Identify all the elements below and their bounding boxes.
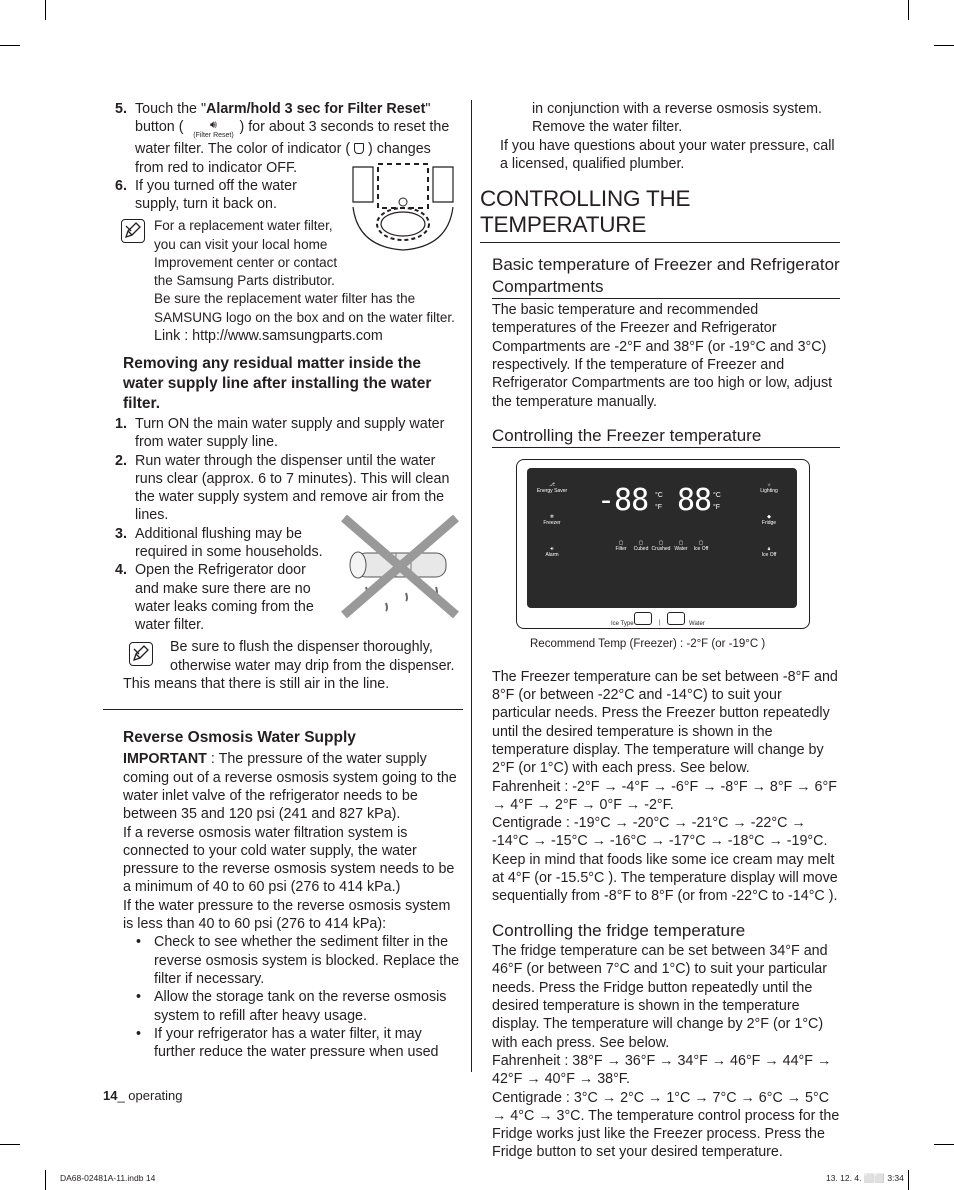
note-line: For a replacement water filter, xyxy=(154,218,333,234)
ice-off-label: 🔒︎ Ice Off xyxy=(761,546,777,559)
page-section-label: _ operating xyxy=(117,1088,183,1103)
ice-type-button xyxy=(634,612,652,625)
residual-step-2: 2. Run water through the dispenser until the water runs clear (approx. 6 to 7 minutes). This will clean the water supply system and remove air from the lines. xyxy=(115,452,450,524)
fridge-centigrade-sequence: Centigrade : 3°C → 2°C → 1°C → 7°C → 6°C → 5°C → 4°C → 3°C. The temperature control process for the Fridge works just like the Freezer process. Press the Fridge button to set your desired temperature. xyxy=(492,1089,840,1161)
water-mode-label: ▢ Water xyxy=(674,540,688,553)
fridge-fahrenheit-sequence: Fahrenheit : 38°F → 36°F → 34°F → 46°F → 44°F → 42°F → 40°F → 38°F. xyxy=(492,1052,832,1088)
note-icon xyxy=(121,219,145,243)
cubed-mode-label: ▢ Cubed xyxy=(633,540,649,553)
freezer-temp-text: The Freezer temperature can be set between -8°F and 8°F (or between -22°C and -14°C) to suit your particular needs. Press the Freezer button repeatedly until the desired temperature is shown in the temperature display. The temperature will change by 2°F (or 1°C) with each press. See below. xyxy=(492,668,838,777)
ice-off-mode-label: ▢ Ice Off xyxy=(693,540,709,553)
residual-step-4: 4. Open the Refrigerator door and make sure there are no water leaks coming from the water filter. xyxy=(115,562,314,634)
print-slug-date: 13. 12. 4. ⬜⬜ 3:34 xyxy=(826,1173,904,1183)
fridge-label: ◆ Fridge xyxy=(761,514,777,527)
note-line: Link : http://www.samsungparts.com xyxy=(154,327,383,344)
page-number: 14 xyxy=(103,1088,118,1103)
crop-mark xyxy=(908,0,909,20)
recommend-temp-caption: Recommend Temp (Freezer) : -2°F (or -19°C ) xyxy=(530,638,766,651)
note-replacement-filter xyxy=(103,217,463,344)
crop-mark xyxy=(45,0,46,20)
ro-bullet: • Check to see whether the sediment filter in the reverse osmosis system is blocked. Replace the filter if necessary. xyxy=(136,934,460,987)
column-divider xyxy=(471,100,472,1072)
fridge-temp-title: Controlling the fridge temperature xyxy=(492,920,746,940)
fridge-temp-display: 88 xyxy=(677,483,712,519)
crop-mark xyxy=(0,1144,20,1145)
filter-mode-label: ▢ Filter xyxy=(615,540,627,553)
page-title: CONTROLLING THE TEMPERATURE xyxy=(480,186,840,243)
note-line: SAMSUNG logo on the box and on the water filter. xyxy=(154,309,455,325)
residual-step-1: 1. Turn ON the main water supply and supply water from water supply line. xyxy=(115,415,445,451)
basic-temp-text: The basic temperature and recommended temperatures of the Freezer and Refrigerator Compartments are -2°F and 38°F (or -19°C and 3°C) respectively. If the temperature of Freezer and Refrigerator Compartments are too high or low, adjust the temperature manually. xyxy=(492,302,833,410)
ro-section-title: Reverse Osmosis Water Supply xyxy=(123,729,356,747)
freezer-unit-c: °C xyxy=(655,492,663,500)
residual-section-title: Removing any residual matter inside the water supply line after installing the water filter. xyxy=(123,354,432,412)
note-line: Be sure the replacement water filter has the xyxy=(154,291,416,307)
ro-plumber-paragraph: If you have questions about your water pressure, call a licensed, qualified plumber. xyxy=(500,137,835,172)
section-divider xyxy=(103,709,463,710)
residual-step-3: 3. Additional flushing may be required in some households. xyxy=(115,525,323,560)
print-slug-file: DA68-02481A-11.indb 14 xyxy=(60,1173,156,1183)
crop-mark xyxy=(45,1170,46,1190)
left-column xyxy=(103,100,463,1061)
control-panel-illustration xyxy=(516,459,810,629)
crop-mark xyxy=(908,1170,909,1190)
freezer-unit-f: °F xyxy=(655,504,663,512)
dispenser-buttons: Ice Type | Water xyxy=(527,612,797,626)
crushed-mode-label: ▢ Crushed xyxy=(651,540,671,553)
leak-check-illustration xyxy=(336,515,466,625)
fridge-unit-c: °C xyxy=(713,492,721,500)
note-icon xyxy=(129,642,153,666)
note-flush-followup: This means that there is still air in the line. xyxy=(123,676,390,693)
alarm-label: 🔊︎ Alarm xyxy=(545,546,559,559)
note-line: the Samsung Parts distributor. xyxy=(154,273,335,289)
filter-indicator-icon xyxy=(354,143,364,154)
energy-saver-label: ⎇ Energy Saver xyxy=(536,482,568,495)
freezer-temp-title: Controlling the Freezer temperature xyxy=(492,425,840,449)
fridge-temp-text: The fridge temperature can be set between 34°F and 46°F (or between 7°C and 1°C) to suit your particular needs. Press the Fridge button repeatedly until the desired temperature is shown in the temperature display. The temperature will change by 2°F (or 1°C) with each press. See below. xyxy=(492,943,828,1051)
control-panel-display xyxy=(527,468,797,608)
page-footer xyxy=(103,1088,183,1103)
ro-bullet: • Allow the storage tank on the reverse osmosis system to refill after heavy usage. xyxy=(136,989,447,1024)
freezer-centigrade-sequence: Centigrade : -19°C → -20°C → -21°C → -22°C → -14°C → -15°C → -16°C → -17°C → -18°C → -19°C. xyxy=(492,815,828,850)
freezer-fahrenheit-sequence: Fahrenheit : -2°F → -4°F → -6°F → -8°F → 8°F → 6°F → 4°F → 2°F → 0°F → -2°F. xyxy=(492,778,837,813)
step-5: 5. Touch the "Alarm/hold 3 sec for Filter Reset" button ( 🔊︎ (Filter Reset)) for about 3 seconds to reset the water filter. The color of indicator ( ) changes from red to indicator OFF. xyxy=(115,101,450,176)
ro-paragraph: If a reverse osmosis water filtration system is connected to your cold water supply, the water pressure to the reverse osmosis system needs to be a minimum of 40 to 60 psi (276 to 414 kPa.) xyxy=(123,824,455,896)
basic-temp-title: Basic temperature of Freezer and Refrigerator Compartments xyxy=(492,254,840,299)
freezer-temp-display: -88 xyxy=(597,483,649,519)
lighting-label: ☼ Lighting xyxy=(760,482,778,495)
right-column xyxy=(480,100,840,1162)
freezer-keep-in-mind: Keep in mind that foods like some ice cream may melt at 4°F (or -15.5°C ). The temperature display will move sequentially from -8°F to 8°F (or from -22°C to -14°C ). xyxy=(492,851,838,905)
water-button xyxy=(667,612,685,625)
filter-reset-icon: 🔊︎ (Filter Reset) xyxy=(193,119,234,140)
crop-mark xyxy=(934,1144,954,1145)
ro-bullet: • If your refrigerator has a water filter, it may further reduce the water pressure when used xyxy=(136,1025,439,1061)
ro-bullet-continued: in conjunction with a reverse osmosis system. Remove the water filter. xyxy=(532,101,823,136)
note-line: Improvement center or contact xyxy=(154,254,338,270)
crop-mark xyxy=(0,45,20,46)
ro-paragraph: If the water pressure to the reverse osmosis system is less than 40 to 60 psi (276 to 414 kPa): xyxy=(123,897,451,933)
freezer-label: ❄ Freezer xyxy=(543,514,561,527)
fridge-unit-f: °F xyxy=(713,504,721,512)
crop-mark xyxy=(934,45,954,46)
note-line: you can visit your local home xyxy=(154,236,328,252)
ro-important-paragraph: IMPORTANT : The pressure of the water supply coming out of a reverse osmosis system going to the water inlet valve of the refrigerator needs to be between 35 and 120 psi (241 and 827 kPa). xyxy=(123,751,457,823)
note-flush-dispenser: Be sure to flush the dispenser thoroughly, otherwise water may drip from the dispenser. xyxy=(103,638,463,675)
step-6: 6. If you turned off the water supply, turn it back on. xyxy=(115,177,297,213)
